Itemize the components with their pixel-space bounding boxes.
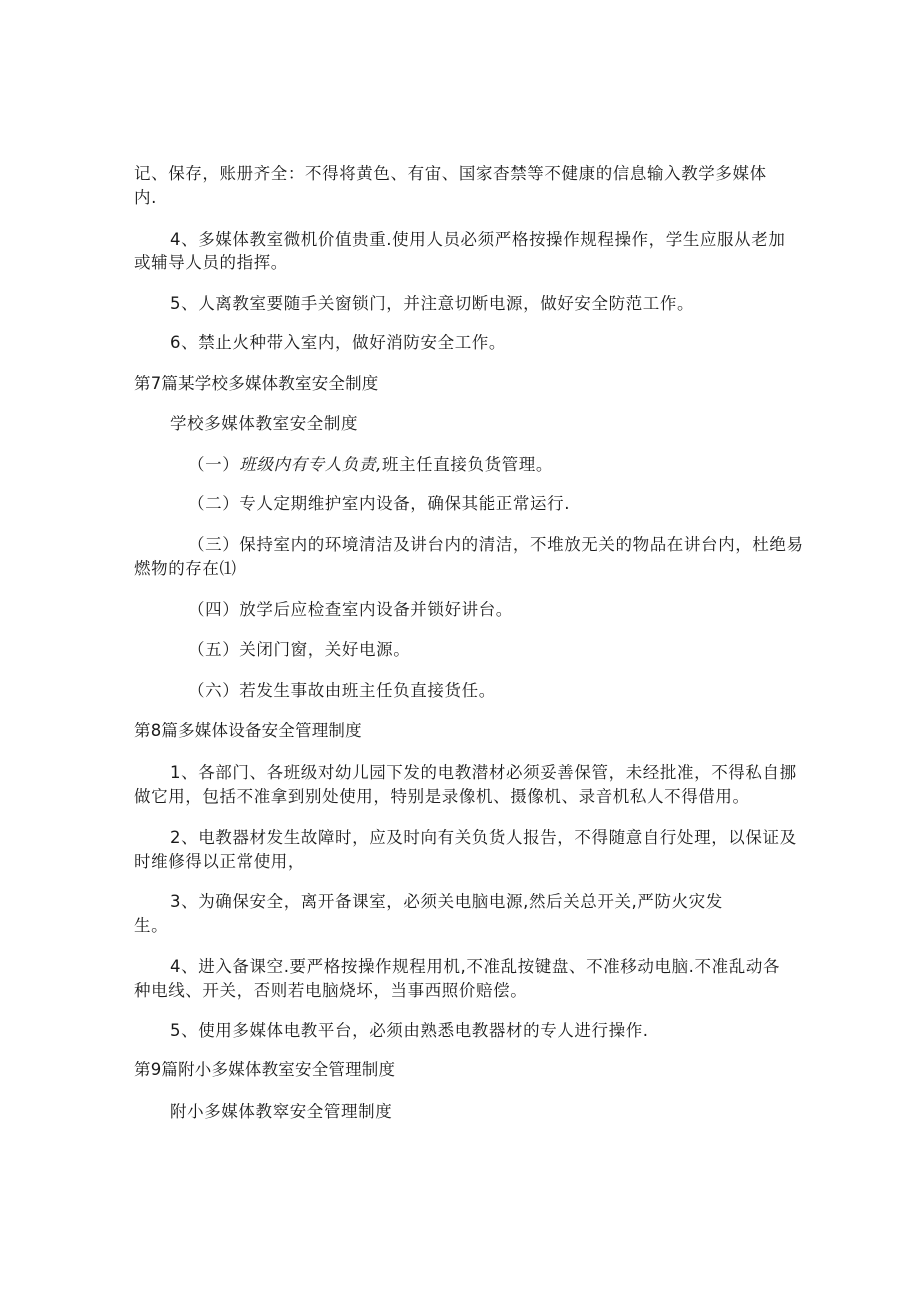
paragraph-line: 记、保存，账册齐全：不得将黄色、有宙、国家杳禁等不健康的信息输入教学多媒体 bbox=[134, 164, 767, 183]
section-7-item-5: （五）关闭门窗，关好电源。 bbox=[188, 640, 411, 659]
list-item-4-line2: 或辅导人员的指挥。 bbox=[134, 253, 288, 272]
section-8-item-2-line2: 时维修得以正常使用， bbox=[134, 852, 305, 871]
section-8-item-3-line2: 生。 bbox=[134, 916, 169, 935]
list-item-4-line1: 4、多媒体教室微机价值贵重.使用人员必须严格按操作规程操作，学生应服从老加 bbox=[170, 230, 786, 249]
list-item-5: 5、人离教室要随手关窗锁门，并注意切断电源，做好安全防范工作。 bbox=[170, 294, 695, 313]
section-7-subtitle: 学校多媒体教室安全制度 bbox=[170, 414, 359, 433]
section-8-item-4-line1: 4、进入备课空.要严格按操作规程用机,不准乱按键盘、不准移动电脑.不准乱动各 bbox=[170, 957, 781, 976]
section-8-item-1-line2: 做它用，包括不准拿到别处使用，特别是录像机、摄像机、录音机私人不得借用。 bbox=[134, 787, 750, 806]
section-8-item-2-line1: 2、电教器材发生故障时，应及时向有关负货人报告，不得随意自行处理，以保证及 bbox=[170, 828, 797, 847]
section-8-item-3-line1: 3、为确保安全，离开备课室，必须关电脑电源,然后关总开关,严防火灾发 bbox=[170, 892, 723, 911]
section-9-subtitle: 附小多媒体教窣安全管理制度 bbox=[170, 1102, 393, 1121]
section-9-heading: 第9篇附小多媒体教室安全管理制度 bbox=[134, 1060, 396, 1079]
list-item-6: 6、禁止火种带入室内，做好消防安全工作。 bbox=[170, 333, 506, 352]
section-7-item-2: （二）专人定期维护室内设备，确保其能正常运行. bbox=[188, 494, 571, 513]
paragraph-line: 内. bbox=[134, 188, 157, 207]
section-7-item-1 bbox=[188, 455, 553, 475]
item-1-italic-text: 班级内有专人负责, bbox=[239, 455, 382, 474]
section-7-heading: 第7篇某学校多媒体教室安全制度 bbox=[134, 374, 379, 393]
item-1-rest: 班主任直接负货管理。 bbox=[381, 455, 553, 474]
item-1-prefix: （一） bbox=[188, 455, 240, 474]
section-7-item-3-line1: （三）保持室内的环境清洁及讲台内的清洁，不堆放无关的物品在讲台内，杜绝易 bbox=[188, 535, 804, 554]
section-8-item-5: 5、使用多媒体电教平台，必须由熟悉电教器材的专人进行操作. bbox=[170, 1021, 649, 1040]
section-8-heading: 第8篇多媒体设备安全管理制度 bbox=[134, 721, 362, 740]
section-8-item-4-line2: 种电线、开关，否则若电脑烧坏，当事西照价赔偿。 bbox=[134, 981, 528, 1000]
section-8-item-1-line1: 1、各部门、各班级对幼儿园下发的电教潜材必须妥善保管，未经批准，不得私自挪 bbox=[170, 763, 797, 782]
section-7-item-4: （四）放学后应检查室内设备并锁好讲台。 bbox=[188, 600, 513, 619]
section-7-item-6: （六）若发生事故由班主任负直接货任。 bbox=[188, 681, 496, 700]
section-7-item-3-line2: 燃物的存在⑴ bbox=[134, 559, 237, 578]
